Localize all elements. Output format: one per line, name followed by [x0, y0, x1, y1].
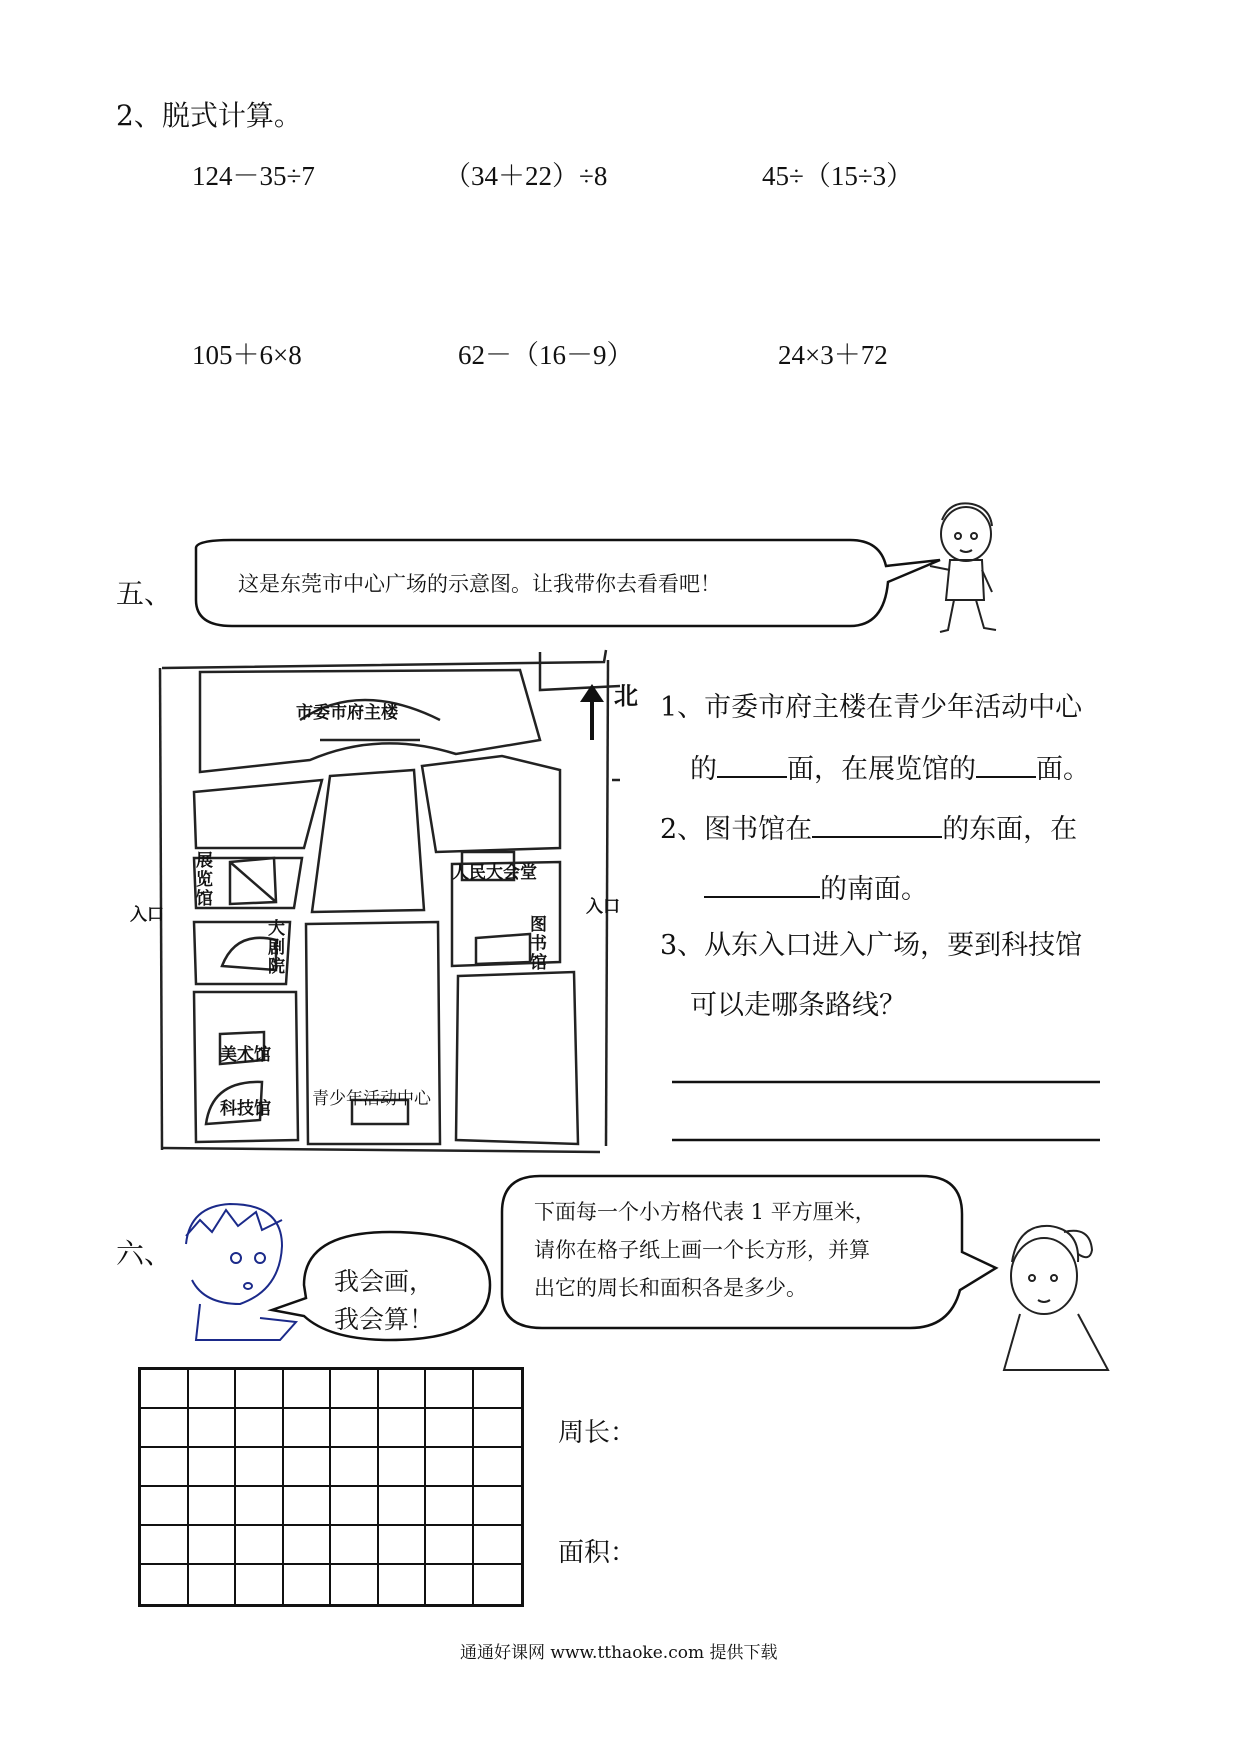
expression-5: 62－（16－9） — [458, 340, 634, 370]
boy-figure-top — [930, 503, 996, 632]
q1-text-b: 面，在展览馆的 — [787, 754, 976, 785]
girl-speech-line-2: 请你在格子纸上画一个长方形，并算 — [534, 1238, 870, 1262]
answer-blank-2[interactable] — [976, 752, 1036, 778]
boy-speech-line-2: 我会算！ — [334, 1305, 435, 1334]
question-2-line-2 — [704, 872, 928, 903]
q1-text-a: 的 — [690, 754, 717, 785]
map-north-label: 北 — [614, 682, 638, 710]
map-library: 图书馆 — [530, 915, 547, 973]
expression-3: 45÷（15÷3） — [762, 161, 914, 191]
girl-figure — [1004, 1226, 1108, 1370]
q2-text-b: 的东面，在 — [942, 814, 1078, 845]
speech-text-top: 这是东莞市中心广场的示意图。让我带你去看看吧！ — [238, 572, 721, 596]
plaza-map — [160, 650, 620, 1152]
area-label: 面积： — [558, 1538, 637, 1568]
north-arrow-icon — [580, 684, 604, 740]
section-marker-five: 五、 — [116, 577, 173, 610]
map-exhibition: 展览馆 — [196, 851, 213, 909]
map-theater: 大剧院 — [268, 919, 285, 977]
expression-6: 24×3＋72 — [778, 340, 888, 370]
footer-credit: 通通好课网 www.tthaoke.com 提供下载 — [460, 1643, 778, 1663]
question-3-line-2: 可以走哪条路线？ — [690, 990, 906, 1021]
q2-text-c: 的南面。 — [820, 874, 928, 905]
answer-blank-3[interactable] — [812, 812, 942, 838]
answer-blank-1[interactable] — [717, 752, 787, 778]
map-west-entrance: 入口 — [130, 905, 164, 925]
grid-paper[interactable] — [138, 1367, 524, 1607]
boy-speech-line-1: 我会画， — [334, 1267, 435, 1296]
expression-2: （34＋22）÷8 — [444, 161, 608, 191]
section-marker-six: 六、 — [116, 1237, 173, 1270]
expression-1: 124－35÷7 — [192, 161, 315, 191]
girl-speech-line-3: 出它的周长和面积各是多少。 — [534, 1276, 807, 1300]
boy-figure-bottom — [186, 1204, 296, 1340]
map-main-building: 市委市府主楼 — [296, 703, 398, 723]
answer-blank-4[interactable] — [704, 872, 820, 898]
question-3-line-1: 3、从东入口进入广场，要到科技馆 — [660, 930, 1083, 961]
expression-4: 105＋6×8 — [192, 340, 302, 370]
map-hall: 人民大会堂 — [452, 863, 537, 883]
question-1-line-1: 1、市委市府主楼在青少年活动中心 — [660, 692, 1083, 723]
map-science: 科技馆 — [220, 1099, 271, 1119]
map-art: 美术馆 — [220, 1045, 271, 1065]
girl-speech-line-1: 下面每一个小方格代表 1 平方厘米， — [534, 1200, 876, 1224]
section-heading-calc: 2、脱式计算。 — [116, 99, 302, 132]
question-2-line-1 — [660, 812, 1077, 843]
map-east-entrance: 入口 — [586, 897, 620, 917]
q1-text-c: 面。 — [1036, 754, 1090, 785]
question-1-line-2 — [690, 752, 1090, 783]
perimeter-label: 周长： — [558, 1418, 637, 1448]
map-youth-center: 青少年活动中心 — [312, 1089, 431, 1109]
q2-text-a: 2、图书馆在 — [660, 814, 813, 845]
